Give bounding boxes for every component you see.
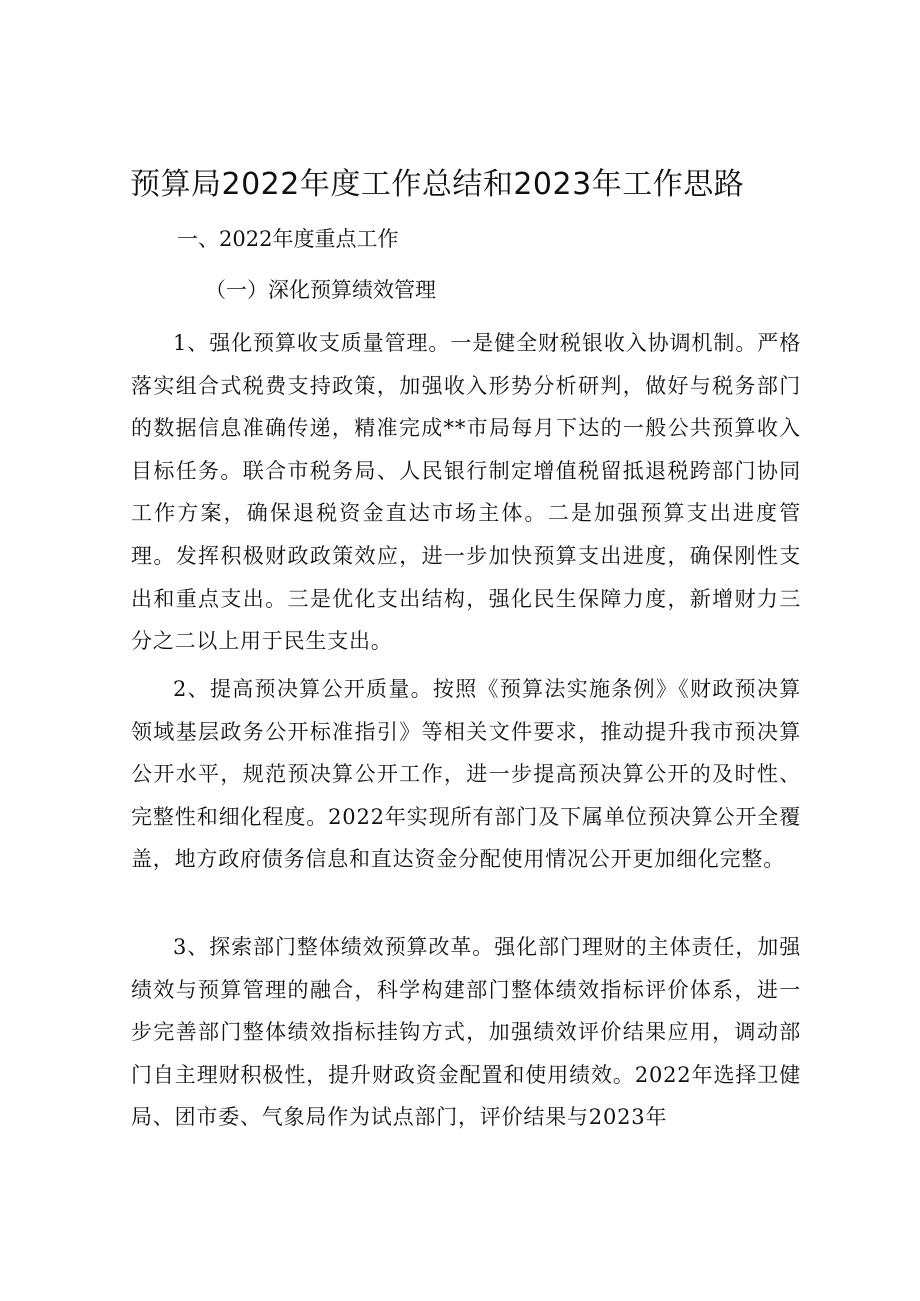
subsection-heading: （一）深化预算绩效管理 xyxy=(205,278,436,302)
section-heading: 一、2022年度重点工作 xyxy=(177,227,399,251)
paragraph-3: 3、探索部门整体绩效预算改革。强化部门理财的主体责任，加强绩效与预算管理的融合，科学构建部门整体绩效指标评价体系，进一步完善部门整体绩效指标挂钩方式，加强绩效评价结果应用，调动部门自主理财积极性，提升财政资金配置和使用绩效。2022年选择卫健局、团市委、气象局作为试点部门，评价结果与2023年 xyxy=(131,935,801,1130)
paragraph-2: 2、提高预决算公开质量。按照《预算法实施条例》《财政预决算领域基层政务公开标准指引》等相关文件要求，推动提升我市预决算公开水平，规范预决算公开工作，进一步提高预决算公开的及时性、完整性和细化程度。2022年实现所有部门及下属单位预决算公开全覆盖，地方政府债务信息和直达资金分配使用情况公开更加细化完整。 xyxy=(131,677,801,872)
paragraph-1: 1、强化预算收支质量管理。一是健全财税银收入协调机制。严格落实组合式税费支持政策，加强收入形势分析研判，做好与税务部门的数据信息准确传递，精准完成**市局每月下达的一般公共预算收入目标任务。联合市税务局、人民银行制定增值税留抵退税跨部门协同工作方案，确保退税资金直达市场主体。二是加强预算支出进度管理。发挥积极财政政策效应，进一步加快预算支出进度，确保刚性支出和重点支出。三是优化支出结构，强化民生保障力度，新增财力三分之二以上用于民生支出。 xyxy=(131,331,801,654)
document-title: 预算局2022年度工作总结和2023年工作思路 xyxy=(130,167,745,202)
